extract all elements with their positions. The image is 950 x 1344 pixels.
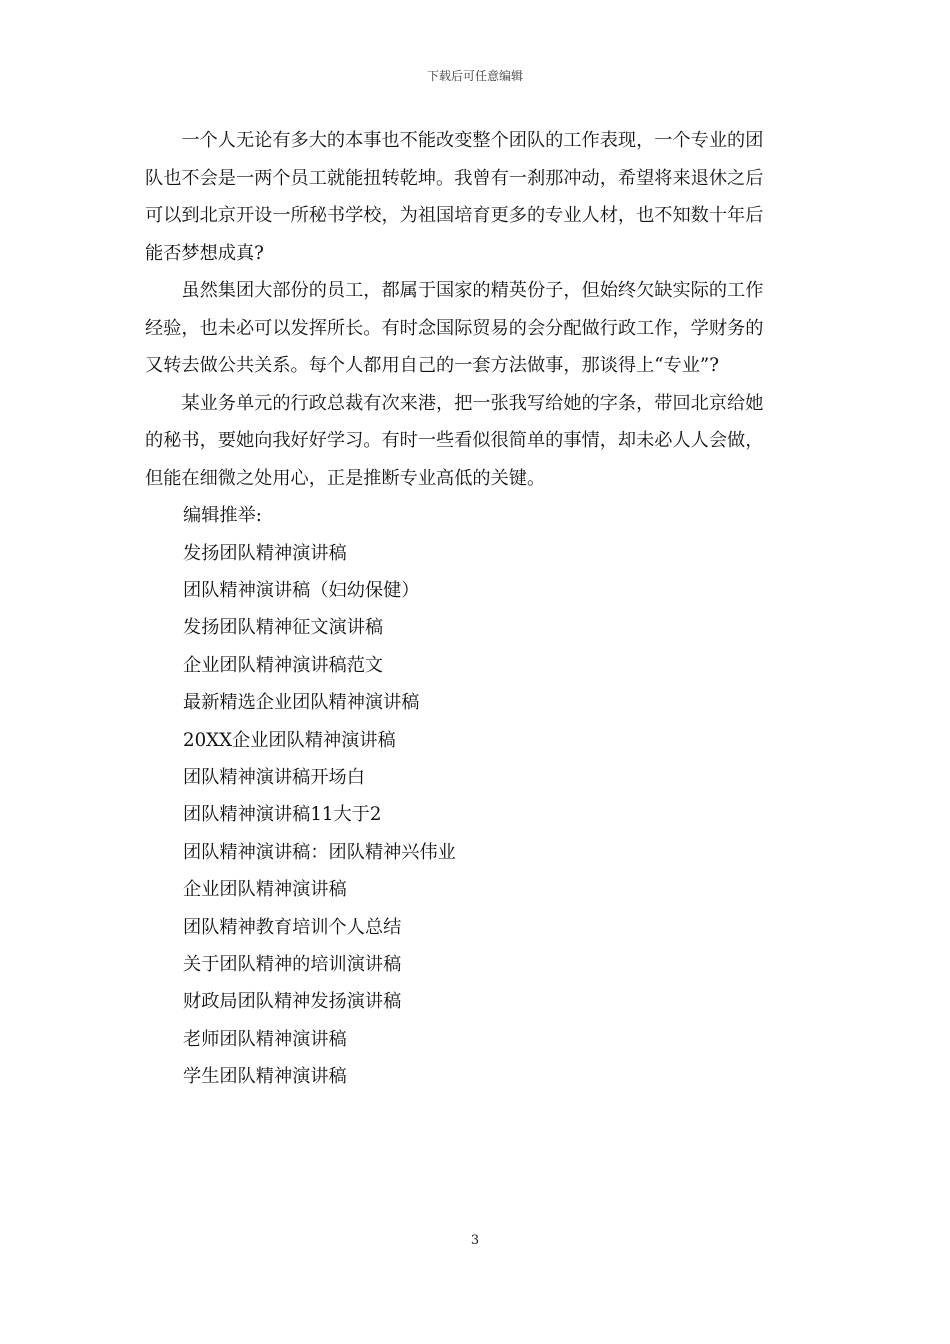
text-line: 虽然集团大部份的员工，都属于国家的精英份子，但始终欠缺实际的工作 [181,280,764,301]
text-line: 某业务单元的行政总裁有次来港，把一张我写给她的字条，带回北京给她 [181,392,764,414]
recommend-link[interactable]: 老师团队精神演讲稿 [183,1028,347,1050]
recommend-link[interactable]: 发扬团队精神征文演讲稿 [183,617,384,639]
paragraph [145,122,809,272]
recommend-link[interactable]: 团队精神演讲稿11大于2 [183,804,382,826]
document-body [145,122,809,1096]
text-line: 一个人无论有多大的本事也不能改变整个团队的工作表现，一个专业的团 [181,130,764,151]
text-line: 队也不会是一两个员工就能扭转乾坤。我曾有一刹那冲动，希望将来退休之后 [145,167,764,189]
recommend-link[interactable]: 最新精选企业团队精神演讲稿 [183,692,420,714]
recommend-link[interactable]: 关于团队精神的培训演讲稿 [183,953,402,975]
recommend-link[interactable]: 企业团队精神演讲稿 [183,879,347,901]
text-line: 又转去做公共关系。每个人都用自己的一套方法做事，那谈得上“专业”? [145,355,719,376]
recommend-title: 编辑推举: [183,505,262,526]
recommend-link[interactable]: 团队精神演讲稿（妇幼保健） [183,579,420,601]
recommend-link[interactable]: 企业团队精神演讲稿范文 [183,654,384,676]
text-line: 可以到北京开设一所秘书学校，为祖国培育更多的专业人材，也不知数十年后 [145,205,764,226]
recommend-link[interactable]: 团队精神教育培训个人总结 [183,916,402,938]
text-line: 能否梦想成真? [145,242,264,264]
recommend-link[interactable]: 团队精神演讲稿：团队精神兴伟业 [183,841,456,863]
recommend-link[interactable]: 团队精神演讲稿开场白 [183,766,365,788]
paragraph [145,272,809,385]
text-line: 经验，也未必可以发挥所长。有时念国际贸易的会分配做行政工作，学财务的 [145,317,764,339]
page-header: 下载后可任意编辑 [426,69,523,83]
paragraph [145,385,809,498]
recommend-link[interactable]: 发扬团队精神演讲稿 [183,542,347,564]
text-line: 但能在细微之处用心，正是推断专业高低的关键。 [145,467,546,489]
recommend-link[interactable]: 学生团队精神演讲稿 [183,1066,347,1088]
recommend-list [145,535,809,1096]
recommend-link[interactable]: 20XX企业团队精神演讲稿 [183,729,396,751]
text-line: 的秘书，要她向我好好学习。有时一些看似很简单的事情，却未必人人会做， [145,430,764,451]
recommend-link[interactable]: 财政局团队精神发扬演讲稿 [183,991,402,1013]
page-number: 3 [470,1233,480,1248]
